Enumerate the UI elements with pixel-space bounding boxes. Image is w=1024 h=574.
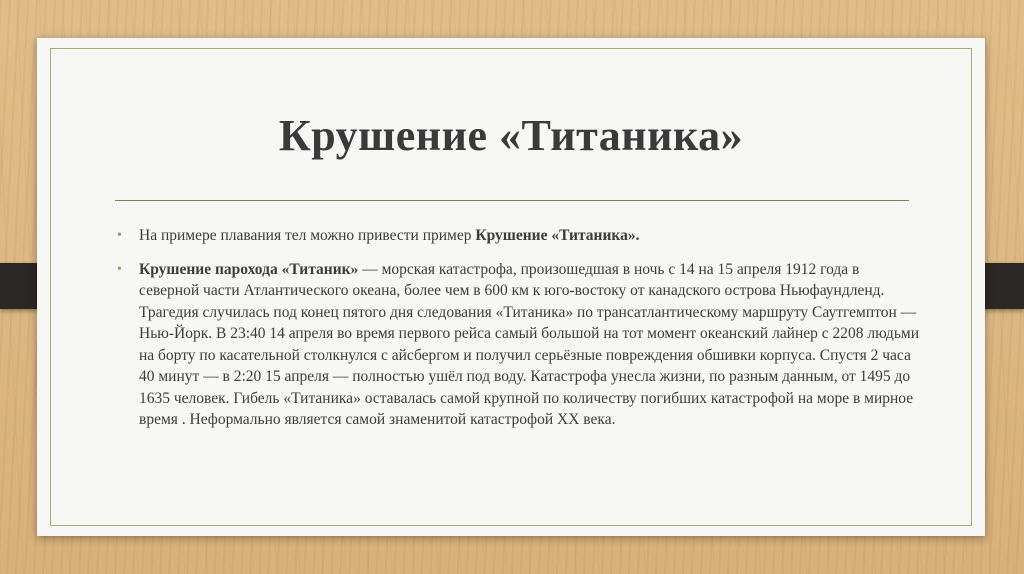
slide-content (115, 225, 923, 431)
title-divider (115, 200, 909, 201)
bullet-icon: • (117, 228, 122, 243)
bullet-text: — морская катастрофа, произошедшая в ночь с 14 на 15 апреля 1912 года в северной части Атлантического океана, более чем в 600 км к юго-востоку от канадского острова Ньюфаундленд. Трагедия случилась под конец пятого дня следования «Титаника» по трансатлантическому маршруту Саутгемптон — Нью-Йорк. В 23:40 14 апреля во время первого рейса самый большой на тот момент океанский лайнер с 2208 людьми на борту по касательной столкнулся с айсбергом и получил серьёзные повреждения обшивки корпуса. Спустя 2 часа 40 минут — в 2:20 15 апреля — полностью ушёл под воду. Катастрофа унесла жизни, по разным данным, от 1495 до 1635 человек. Гибель «Титаника» оставалась самой крупной по количеству погибших катастрофой на море в мирное время . Неформально является самой знаменитой катастрофой XX века. (139, 260, 919, 428)
bullet-text: На примере плавания тел можно привести пример (139, 227, 476, 244)
bullet-icon: • (117, 261, 122, 277)
slide-card (37, 38, 985, 536)
slide-title: Крушение «Титаника» (278, 111, 744, 160)
bullet-item-1 (115, 225, 923, 247)
bullet-item-2 (115, 259, 923, 431)
bullet-bold-text: Крушение парохода «Титаник» (139, 260, 359, 278)
bullet-bold-text: Крушение «Титаника». (475, 227, 640, 244)
